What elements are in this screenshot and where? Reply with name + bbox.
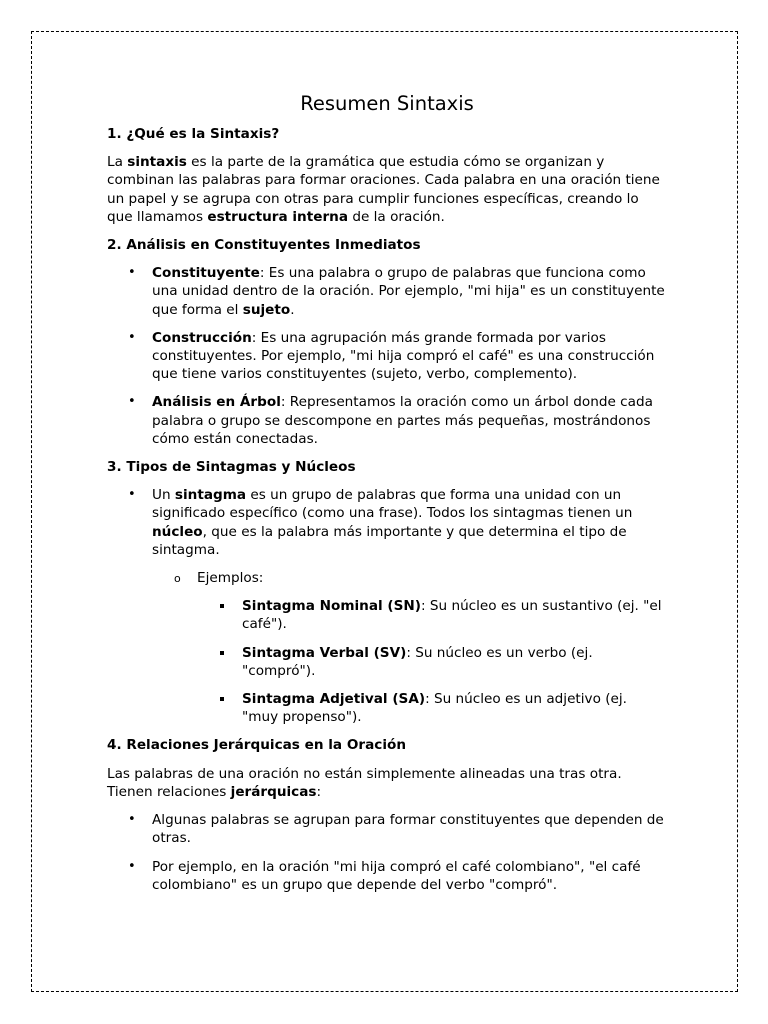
bullet-icon: • (128, 329, 136, 345)
list-item (197, 597, 667, 633)
list-item (107, 486, 667, 726)
term-jerarquicas: jerárquicas (230, 783, 317, 800)
list-item (152, 569, 667, 726)
text: es la parte de la gramática que estudia cómo se organizan y combinan las palabras para formar oraciones. Cada palabra en una oración tiene un papel y se agrupa con otras para cumplir funciones específicas, creando lo que llamamos (107, 154, 660, 225)
text: : Representamos la oración como un árbol donde cada palabra o grupo se descompone en partes más pequeñas, mostrándonos cómo están conectadas. (152, 394, 653, 447)
bullet-icon: • (128, 812, 136, 828)
section-2-list (107, 264, 667, 448)
section-4-paragraph (107, 765, 667, 801)
examples-label: Ejemplos: (197, 570, 264, 587)
term-sintagma: sintagma (174, 487, 247, 504)
text: : Su núcleo es un adjetivo (ej. "muy propenso"). (242, 691, 627, 726)
section-3-list (107, 486, 667, 726)
list-item (197, 644, 667, 680)
square-bullet-icon (220, 651, 224, 655)
text: , que es la palabra más importante y que determina el tipo de sintagma. (152, 523, 627, 558)
bullet-icon: • (128, 394, 136, 410)
text: . (290, 301, 295, 318)
circle-bullet-icon: o (174, 572, 181, 586)
text: es un grupo de palabras que forma una unidad con un significado específico (como una frase). Todos los sintagmas tienen un (152, 487, 633, 522)
text: Por ejemplo, en la oración "mi hija compró el café colombiano", "el café colombiano" es un grupo que depende del verbo "compró". (152, 858, 641, 893)
term: Sintagma Verbal (SV) (242, 644, 407, 661)
section-4-list (107, 811, 667, 894)
term: Constituyente (152, 265, 260, 282)
examples-list (152, 569, 667, 726)
section-1-paragraph (107, 153, 667, 226)
term-nucleo: núcleo (152, 523, 203, 540)
examples-sublist (197, 597, 667, 726)
bullet-icon: • (128, 487, 136, 503)
section-4-heading: 4. Relaciones Jerárquicas en la Oración (107, 737, 406, 754)
text: : (316, 783, 322, 800)
text: : Es una palabra o grupo de palabras que funciona como una unidad dentro de la oración. Por ejemplo, "mi hija" es un constituyente que forma el (152, 265, 665, 318)
list-item (107, 264, 667, 319)
term: Construcción (152, 329, 252, 346)
term: sujeto (242, 301, 291, 318)
section-3-heading: 3. Tipos de Sintagmas y Núcleos (107, 459, 356, 476)
text: : Es una agrupación más grande formada por varios constituyentes. Por ejemplo, "mi hija compró el café" es una construcción que tiene varios constituyentes (sujeto, verbo, complemento). (152, 329, 655, 383)
term-sintaxis: sintaxis (127, 154, 187, 171)
term: Análisis en Árbol (152, 394, 281, 411)
square-bullet-icon (220, 604, 224, 608)
bullet-icon: • (128, 858, 136, 874)
term: Sintagma Adjetival (SA) (242, 691, 426, 708)
list-item (107, 393, 667, 448)
text: Un (152, 487, 175, 504)
section-2-heading: 2. Análisis en Constituyentes Inmediatos (107, 237, 421, 254)
list-item (197, 690, 667, 726)
section-1-heading: 1. ¿Qué es la Sintaxis? (107, 126, 280, 142)
text: : Su núcleo es un verbo (ej. "compró"). (242, 644, 593, 679)
text: de la oración. (348, 208, 445, 225)
term: Sintagma Nominal (SN) (242, 598, 421, 615)
term-estructura-interna: estructura interna (207, 208, 349, 225)
list-item (107, 858, 667, 894)
document-title: Resumen Sintaxis (300, 92, 474, 115)
text: : Su núcleo es un sustantivo (ej. "el café"). (242, 598, 662, 633)
text: Algunas palabras se agrupan para formar constituyentes que dependen de otras. (152, 812, 664, 847)
list-item (107, 811, 667, 847)
document-content (107, 90, 667, 904)
text: Las palabras de una oración no están simplemente alineadas una tras otra. Tienen relaciones (107, 765, 622, 800)
bullet-icon: • (128, 265, 136, 281)
square-bullet-icon (220, 697, 224, 701)
list-item (107, 329, 667, 384)
text: La (107, 154, 128, 171)
